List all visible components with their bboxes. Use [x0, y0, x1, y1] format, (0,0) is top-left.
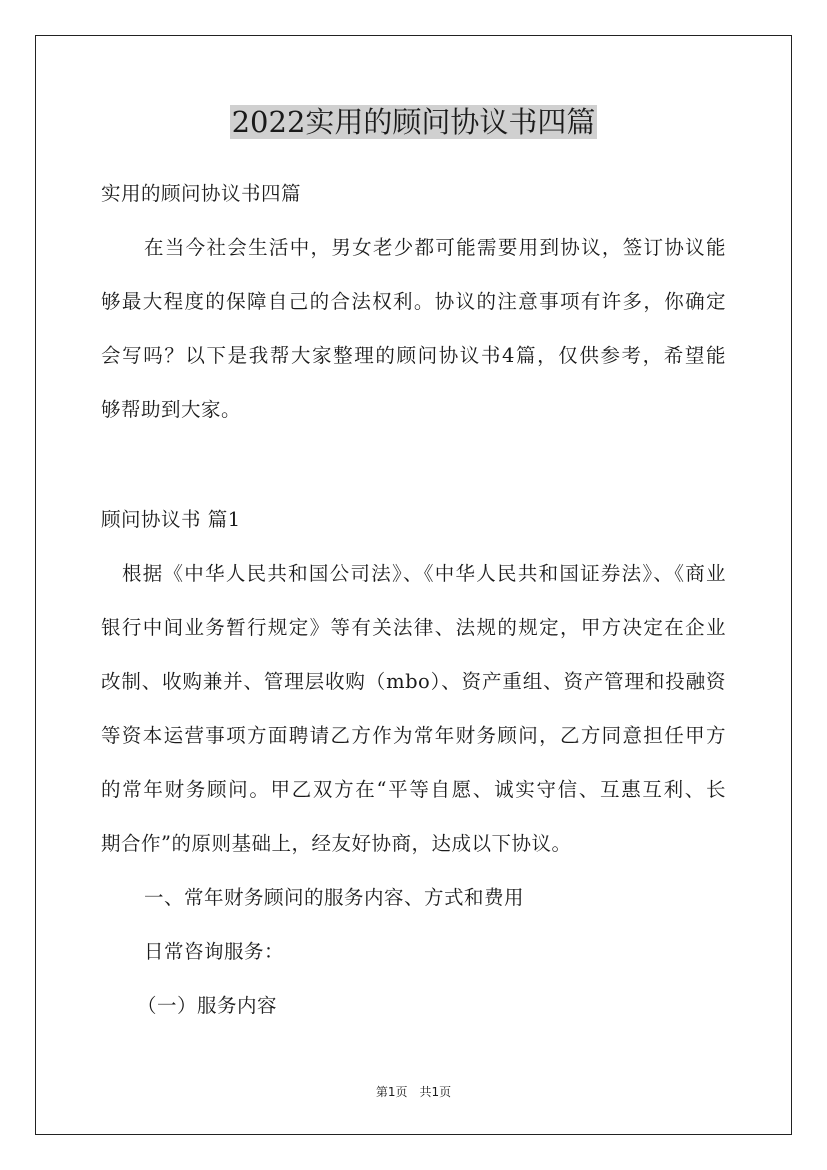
body-line-5: 的常年财务顾问。甲乙双方在“平等自愿、诚实守信、互惠互利、长 [101, 778, 726, 801]
body-line-1: 根据《中华人民共和国公司法》、《中华人民共和国证券法》、《商业 [122, 562, 726, 585]
document-title-text: 2022实用的顾问协议书四篇 [231, 105, 596, 139]
body-line-4: 等资本运营事项方面聘请乙方作为常年财务顾问，乙方同意担任甲方 [101, 724, 726, 747]
list-item-2: 日常咨询服务： [144, 940, 285, 963]
intro-line-3: 会写吗？以下是我帮大家整理的顾问协议书4篇，仅供参考，希望能 [101, 344, 726, 367]
document-title [0, 100, 827, 144]
body-line-6: 期合作”的原则基础上，经友好协商，达成以下协议。 [101, 832, 572, 855]
page-number: 第1页 共1页 [375, 1085, 452, 1099]
subtitle: 实用的顾问协议书四篇 [101, 182, 302, 205]
section-heading: 顾问协议书 篇1 [101, 508, 241, 531]
intro-line-2: 够最大程度的保障自己的合法权利。协议的注意事项有许多，你确定 [101, 290, 726, 313]
list-item-3: （一）服务内容 [137, 994, 278, 1017]
intro-line-4: 够帮助到大家。 [101, 398, 242, 421]
body-line-3: 改制、收购兼并、管理层收购（mbo）、资产重组、资产管理和投融资 [101, 670, 726, 693]
intro-line-1: 在当今社会生活中，男女老少都可能需要用到协议，签订协议能 [144, 236, 726, 259]
list-item-1: 一、常年财务顾问的服务内容、方式和费用 [144, 886, 525, 909]
body-line-2: 银行中间业务暂行规定》等有关法律、法规的规定，甲方决定在企业 [101, 616, 726, 639]
